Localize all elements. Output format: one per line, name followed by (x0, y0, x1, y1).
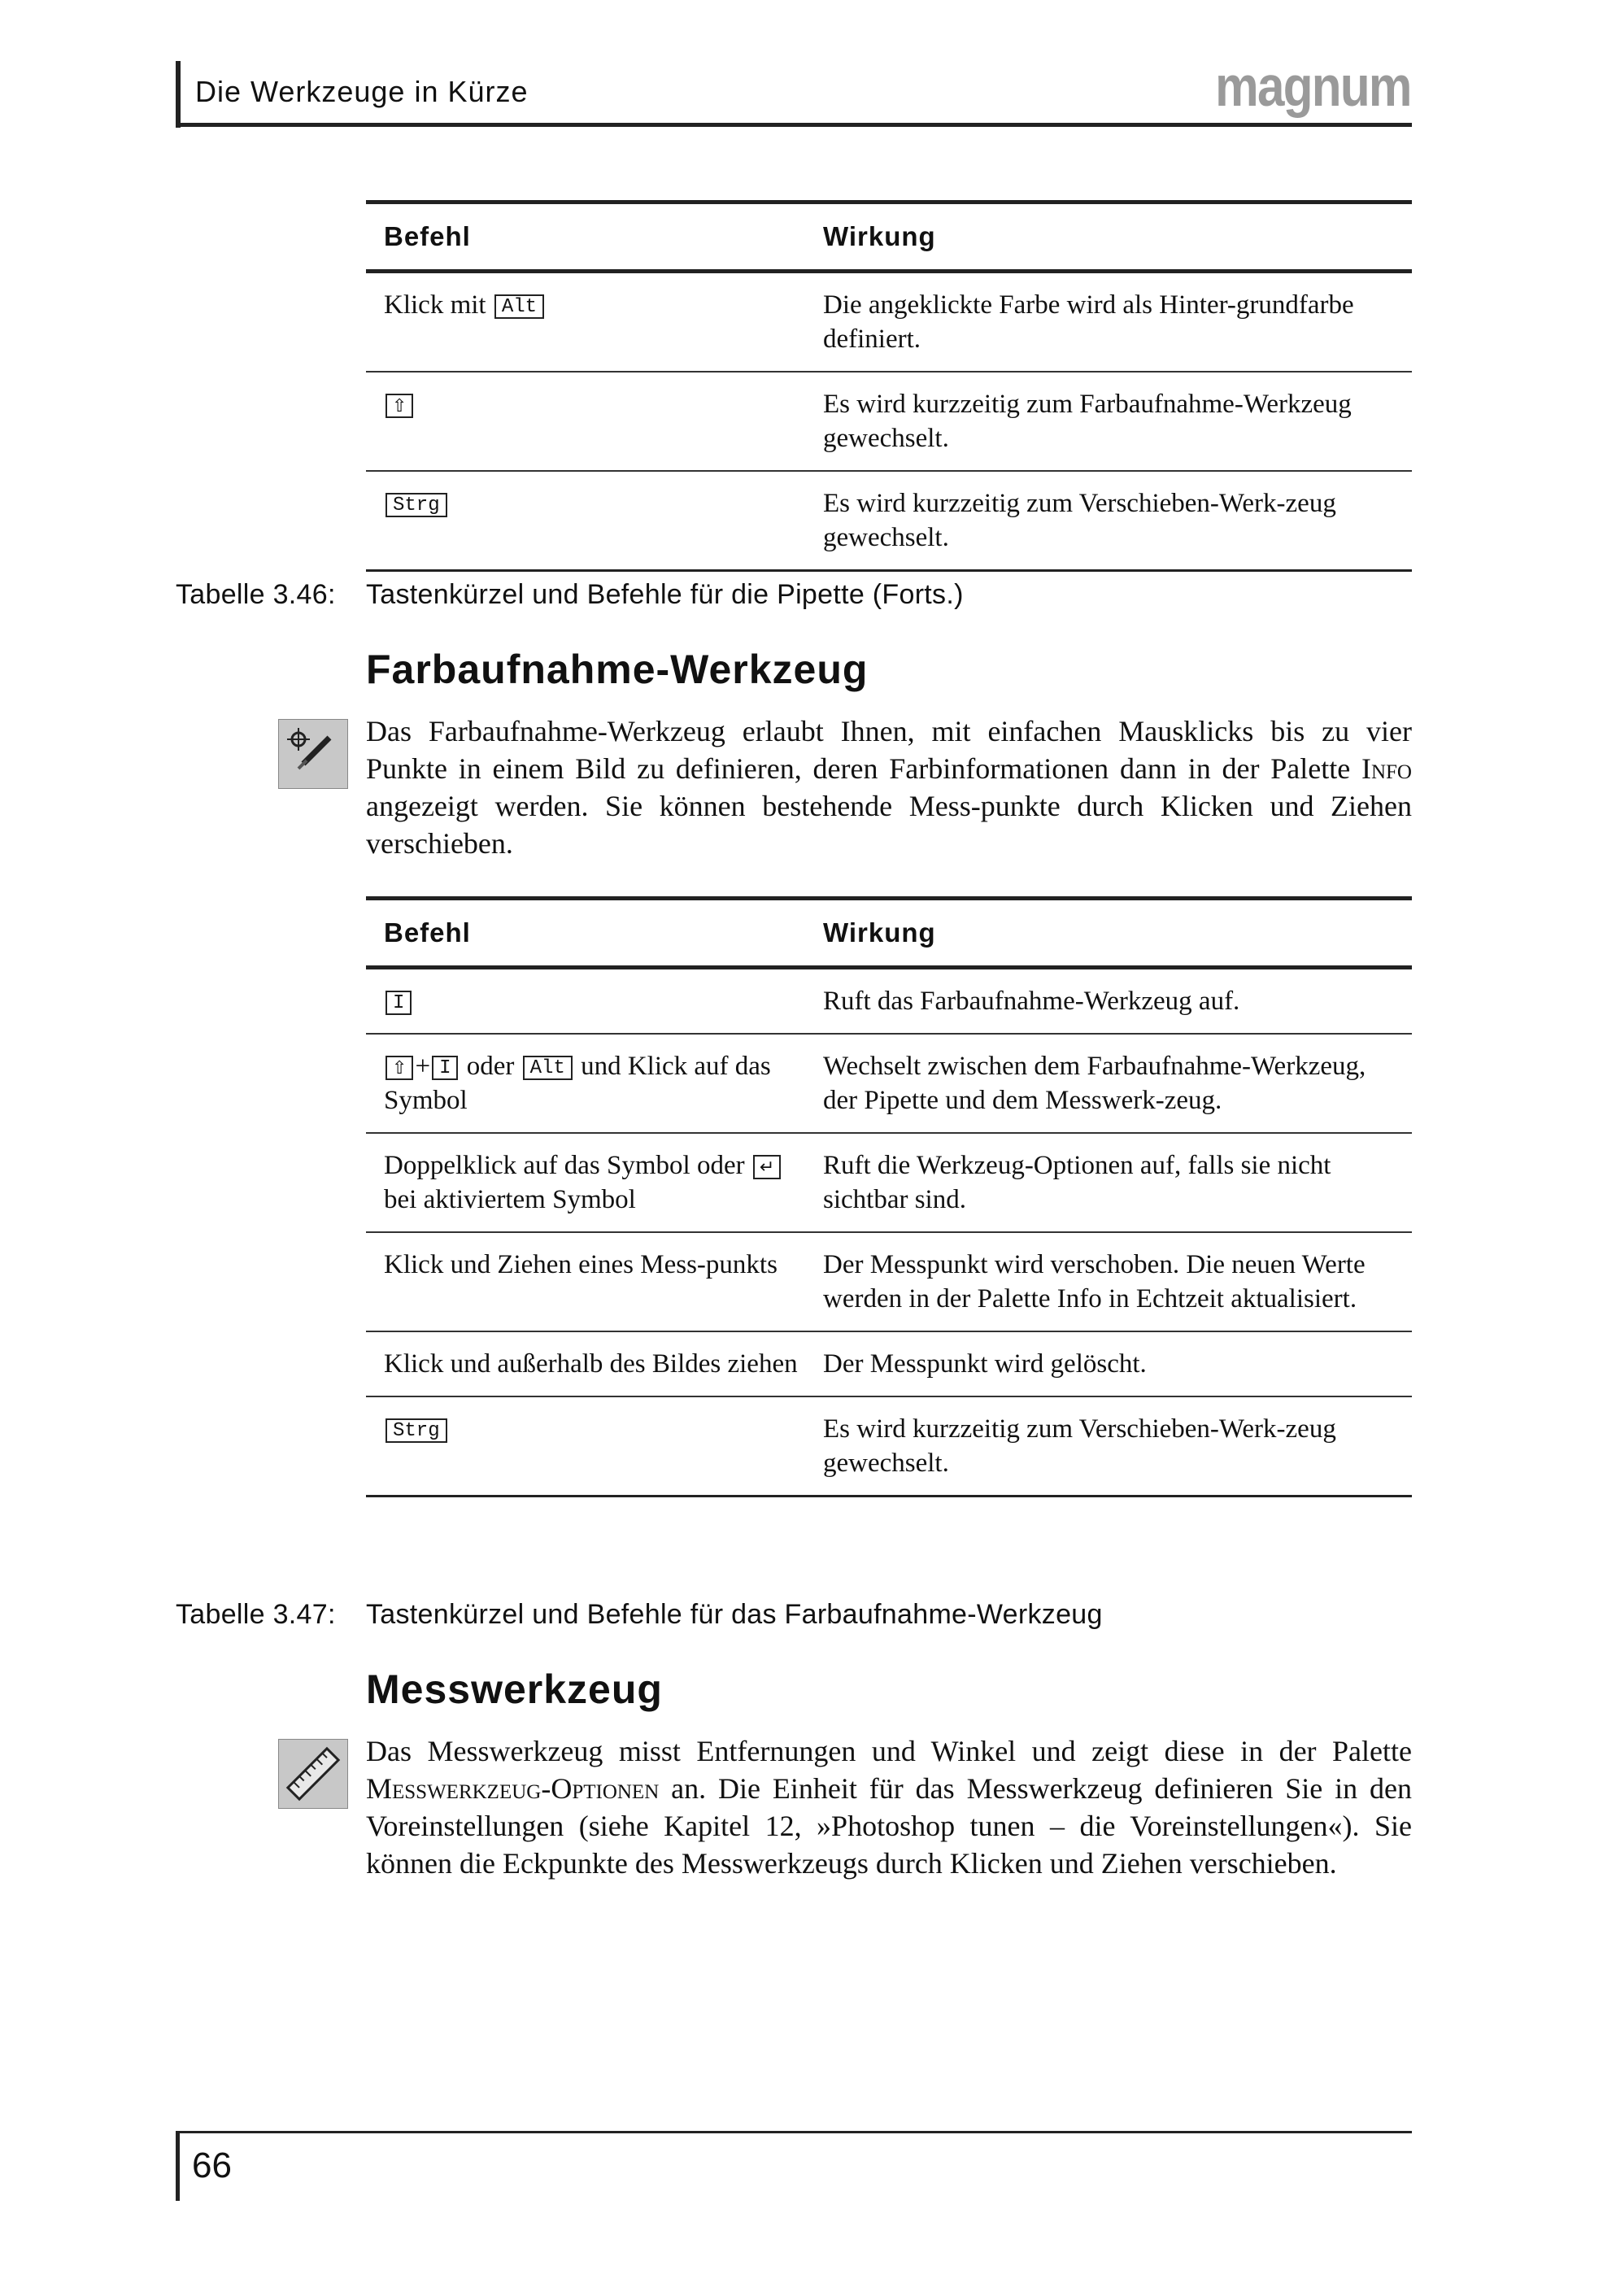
key-strg: Strg (386, 1418, 447, 1443)
table-row: ⇧ Es wird kurzzeitig zum Farbaufnahme-Werkzeug gewechselt. (366, 373, 1412, 470)
table-row: Klick und Ziehen eines Mess-punkts Der Messpunkt wird verschoben. Die neuen Werte werden in der Palette Info in Echtzeit aktualisiert. (384, 1250, 1366, 1314)
key-shift: ⇧ (386, 394, 413, 418)
table-pipette-shortcuts (366, 200, 1412, 572)
key-enter: ↵ (753, 1155, 781, 1179)
table-row: I Ruft das Farbaufnahme-Werkzeug auf. (366, 969, 1412, 1033)
page-number: 66 (192, 2146, 232, 2185)
table-row: Klick mit Alt Die angeklickte Farbe wird als Hinter-grundfarbe definiert. (384, 290, 1354, 354)
table-caption: Tabelle 3.47: Tastenkürzel und Befehle für das Farbaufnahme-Werkzeug (176, 1599, 1103, 1630)
table-row: Strg Es wird kurzzeitig zum Verschieben-Werk-zeug gewechselt. (366, 1397, 1412, 1495)
paragraph: Das Messwerkzeug misst Entfernungen und Winkel und zeigt diese in der Palette Messwerkzeug-Optionen an. Die Einheit für das Messwerkzeug definieren Sie in den Voreinstellungen (siehe Kapitel 12, »Photoshop tunen – die Voreinstellungen«). Sie können die Eckpunkte des Messwerkzeugs durch Klicken und Ziehen verschieben. (366, 1735, 1412, 1880)
footer-left-rule (176, 2131, 180, 2201)
footer-rule (176, 2131, 1412, 2133)
running-header: Die Werkzeuge in Kürze (195, 75, 529, 108)
key-i: I (386, 991, 412, 1015)
table-row: Klick und außerhalb des Bildes ziehen Der Messpunkt wird gelöscht. (384, 1349, 1147, 1379)
section-heading: Messwerkzeug (366, 1666, 663, 1712)
table-row: Doppelklick auf das Symbol oder ↵ bei aktiviertem Symbol Ruft die Werkzeug-Optionen auf, falls sie nicht sichtbar sind. (384, 1151, 1331, 1214)
table-row: ⇧ + I oder Alt und Klick auf das Symbol Wechselt zwischen dem Farbaufnahme-Werkzeug, der Pipette und dem Messwerk-zeug. (384, 1052, 1366, 1115)
table-caption: Tabelle 3.46: Tastenkürzel und Befehle für die Pipette (Forts.) (176, 579, 964, 610)
paragraph: Das Farbaufnahme-Werkzeug erlaubt Ihnen, mit einfachen Mausklicks bis zu vier Punkte in einem Bild zu definieren, deren Farbinformationen dann in der Palette Info angezeigt werden. Sie können bestehende Mess-punkte durch Klicken und Ziehen verschieben. (366, 715, 1412, 860)
ruler-tool-icon (278, 1739, 348, 1809)
key-shift: ⇧ (386, 1056, 413, 1080)
col-wirkung: Wirkung (823, 221, 936, 251)
col-befehl: Befehl (384, 917, 471, 948)
color-sampler-tool-icon (278, 719, 348, 789)
table-row: Strg Es wird kurzzeitig zum Verschieben-Werk-zeug gewechselt. (366, 472, 1412, 569)
table-header (366, 900, 1412, 965)
key-i: I (432, 1056, 458, 1080)
key-strg: Strg (386, 493, 447, 517)
key-alt: Alt (523, 1056, 573, 1080)
table-color-sampler-shortcuts (366, 896, 1412, 1497)
header-rule (176, 123, 1412, 127)
section-heading: Farbaufnahme-Werkzeug (366, 647, 869, 692)
brand-logo: magnum (1215, 54, 1411, 118)
table-header (366, 204, 1412, 269)
header-left-rule (176, 61, 181, 128)
col-befehl: Befehl (384, 221, 471, 251)
key-alt: Alt (494, 294, 544, 319)
col-wirkung: Wirkung (823, 917, 936, 948)
